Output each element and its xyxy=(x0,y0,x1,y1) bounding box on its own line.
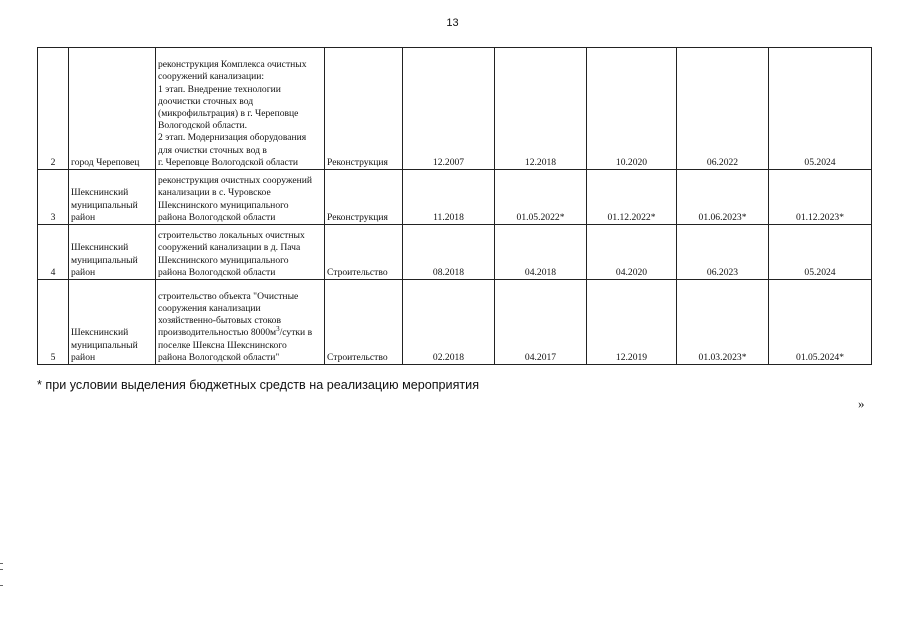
date-cell: 06.2023 xyxy=(677,225,769,280)
date-cell: 01.06.2023* xyxy=(677,170,769,225)
date-cell: 04.2020 xyxy=(587,225,677,280)
object-cell: строительство локальных очистных сооружений канализации в д. Пача Шекснинского муниципального района Вологодской области xyxy=(156,225,325,280)
territory-cell: Шекснинский муниципальный район xyxy=(69,170,156,225)
table-row xyxy=(38,225,872,280)
object-line: производительностью 8000м xyxy=(158,327,277,339)
cubic-superscript: 3 xyxy=(276,325,280,334)
date-cell: 04.2018 xyxy=(495,225,587,280)
object-line: строительство объекта "Очистные xyxy=(158,290,299,302)
table-row xyxy=(38,48,872,170)
date-cell: 01.03.2023* xyxy=(677,280,769,365)
work-type-cell: Реконструкция xyxy=(325,48,403,170)
margin-mark xyxy=(0,563,3,564)
row-number: 4 xyxy=(38,225,69,280)
date-cell: 12.2007 xyxy=(403,48,495,170)
margin-mark xyxy=(0,585,3,586)
row-number: 2 xyxy=(38,48,69,170)
footnote: * при условии выделения бюджетных средств на реализацию мероприятия xyxy=(37,378,480,392)
date-cell: 01.12.2023* xyxy=(769,170,872,225)
row-number: 5 xyxy=(38,280,69,365)
row-number: 3 xyxy=(38,170,69,225)
work-type-cell: Реконструкция xyxy=(325,170,403,225)
date-cell: 01.12.2022* xyxy=(587,170,677,225)
table-row xyxy=(38,170,872,225)
date-cell: 01.05.2022* xyxy=(495,170,587,225)
date-cell: 11.2018 xyxy=(403,170,495,225)
territory-cell: Шекснинский муниципальный район xyxy=(69,280,156,365)
date-cell: 01.05.2024* xyxy=(769,280,872,365)
work-type-cell: Строительство xyxy=(325,280,403,365)
object-line: /сутки в xyxy=(279,327,313,339)
object-line: хозяйственно-бытовых стоков xyxy=(158,315,281,327)
date-cell: 08.2018 xyxy=(403,225,495,280)
territory-cell: город Череповец xyxy=(69,48,156,170)
table-row xyxy=(38,280,872,365)
date-cell: 10.2020 xyxy=(587,48,677,170)
object-cell: реконструкция Комплекса очистных сооружений канализации: 1 этап. Внедрение технологии доочистки сточных вод (микрофильтрация) в г. Череповце Вологодской области. 2 этап. Модернизация оборудования для очистки сточных вод в г. Череповце Вологодской области xyxy=(156,48,325,170)
date-cell: 05.2024 xyxy=(769,48,872,170)
date-cell: 12.2018 xyxy=(495,48,587,170)
date-cell: 02.2018 xyxy=(403,280,495,365)
territory-cell: Шекснинский муниципальный район xyxy=(69,225,156,280)
object-cell xyxy=(156,280,325,365)
date-cell: 05.2024 xyxy=(769,225,872,280)
object-cell: реконструкция очистных сооружений канализации в с. Чуровское Шекснинского муниципального района Вологодской области xyxy=(156,170,325,225)
closing-quote: » xyxy=(858,396,865,411)
work-type-cell: Строительство xyxy=(325,225,403,280)
object-line: сооружения канализации xyxy=(158,302,261,314)
object-line: поселке Шексна Шекснинского xyxy=(158,339,287,351)
date-cell: 06.2022 xyxy=(677,48,769,170)
date-cell: 04.2017 xyxy=(495,280,587,365)
page-number: 13 xyxy=(446,17,459,29)
date-cell: 12.2019 xyxy=(587,280,677,365)
works-table xyxy=(37,47,872,365)
margin-mark xyxy=(0,569,3,570)
object-line: района Вологодской области" xyxy=(158,351,280,363)
